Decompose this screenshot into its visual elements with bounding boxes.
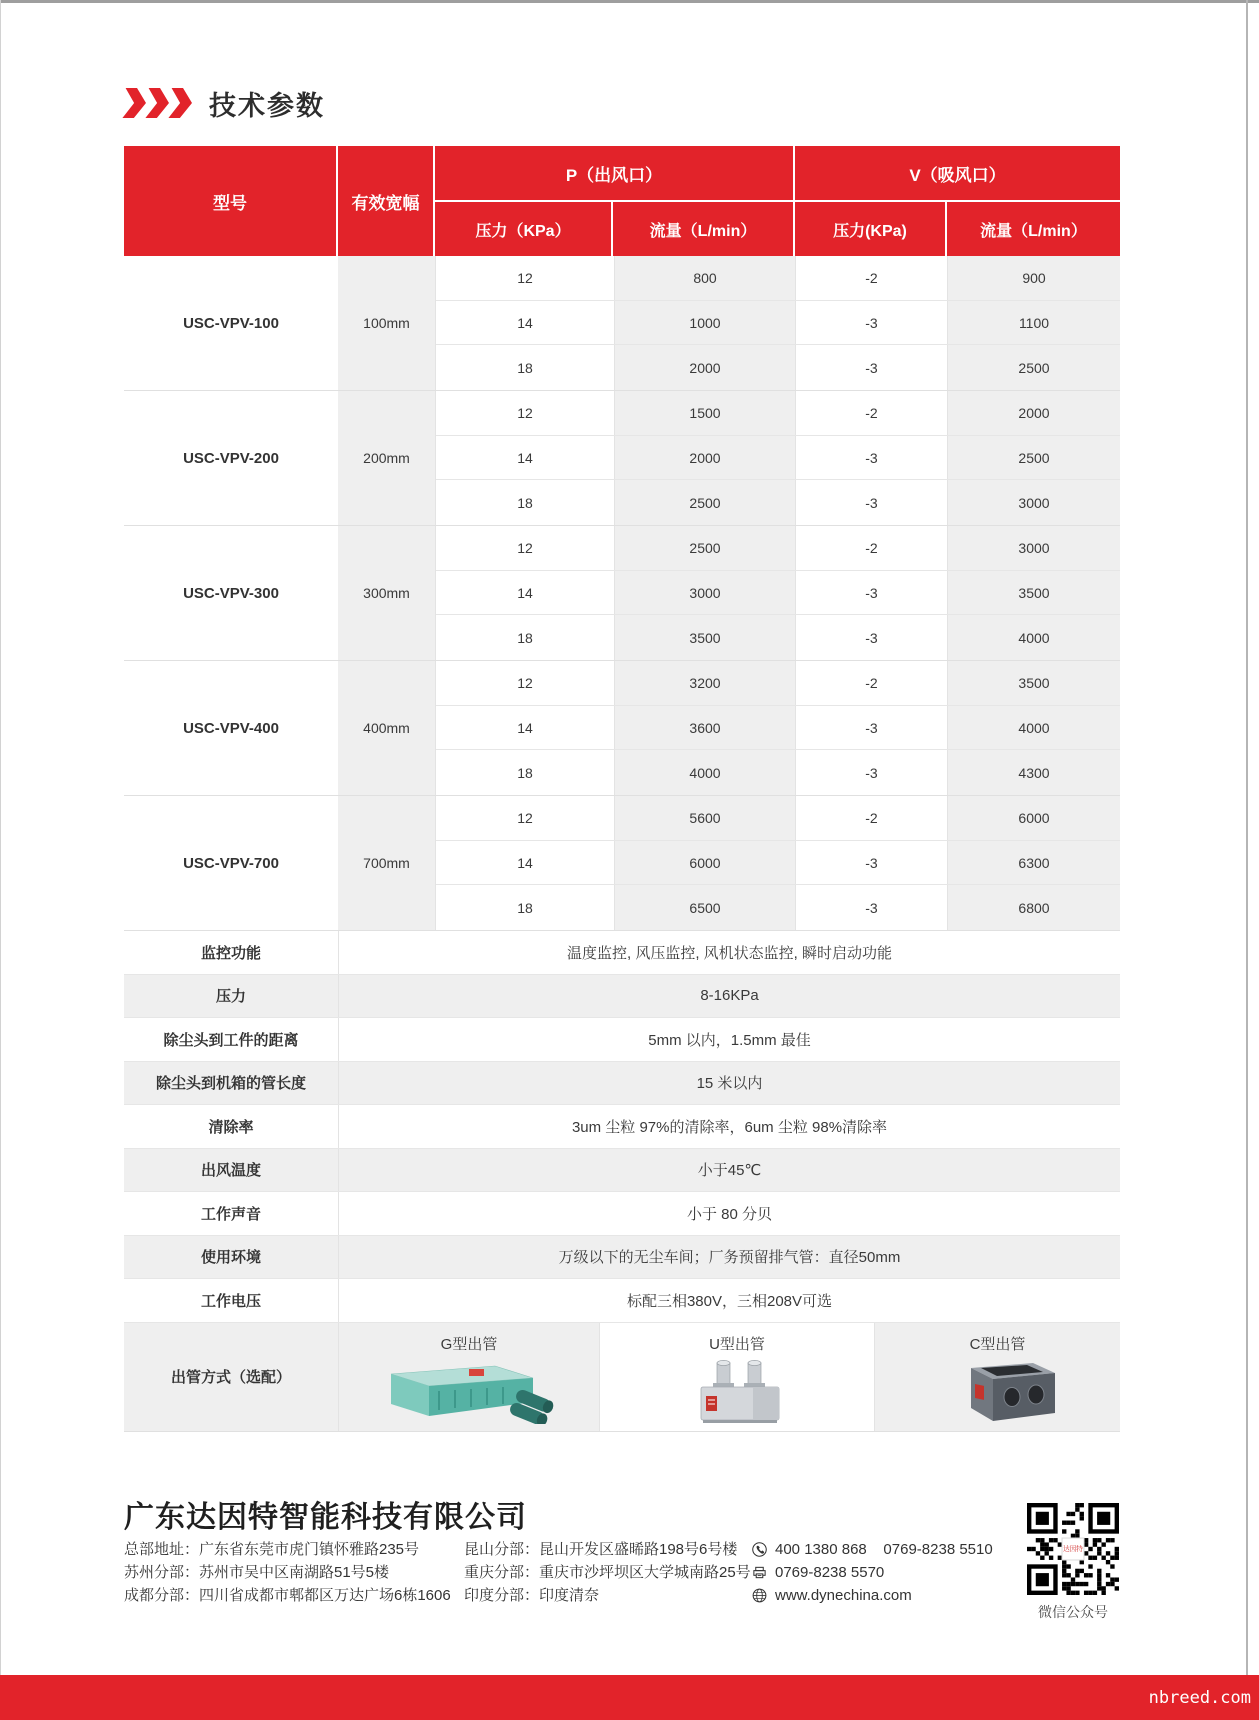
data-sub-row xyxy=(436,391,1120,436)
cell-p-flow: 3200 xyxy=(614,661,795,705)
cell-v-pressure: -3 xyxy=(795,885,947,930)
cell-v-flow: 4000 xyxy=(947,615,1120,660)
cell-p-flow: 6500 xyxy=(614,885,795,930)
cell-v-flow: 1100 xyxy=(947,301,1120,345)
cell-v-flow: 3500 xyxy=(947,661,1120,705)
header-model: 型号 xyxy=(124,146,338,256)
spec-value: 3um 尘粒 97%的清除率，6um 尘粒 98%清除率 xyxy=(338,1105,1120,1148)
spec-value: 万级以下的无尘车间；厂务预留排气管：直径50mm xyxy=(338,1236,1120,1279)
header-effective-width: 有效宽幅 xyxy=(338,146,435,256)
spec-label: 压力 xyxy=(215,988,246,1006)
spec-value: 15 米以内 xyxy=(338,1062,1120,1105)
pipe-option-cell xyxy=(599,1323,874,1431)
cell-effective-width: 300mm xyxy=(338,526,435,660)
cell-v-pressure: -3 xyxy=(795,436,947,480)
data-sub-row xyxy=(436,615,1120,660)
cell-v-pressure: -2 xyxy=(795,796,947,840)
cell-p-flow: 3500 xyxy=(614,615,795,660)
data-sub-row xyxy=(436,345,1120,390)
phone-icon xyxy=(752,1542,767,1557)
cell-p-pressure: 12 xyxy=(436,256,614,300)
contact-text: 0769-8238 5570 xyxy=(775,1564,885,1581)
contact-line xyxy=(752,1538,993,1561)
pipe-option-caption: U型出管 xyxy=(709,1335,765,1353)
chevron-icon xyxy=(122,88,147,118)
spec-label: 除尘头到工件的距离 xyxy=(163,1031,299,1049)
data-sub-row xyxy=(436,796,1120,841)
g-type-pipe-image xyxy=(377,1358,562,1424)
cell-p-flow: 1000 xyxy=(614,301,795,345)
data-sub-row xyxy=(436,661,1120,706)
header-group-v xyxy=(795,146,1120,256)
cell-v-pressure: -3 xyxy=(795,706,947,750)
cell-v-pressure: -3 xyxy=(795,345,947,390)
address-line: 重庆分部：重庆市沙坪坝区大学城南路25号 xyxy=(464,1564,751,1581)
spec-row xyxy=(124,1018,1120,1062)
cell-v-flow: 2500 xyxy=(947,436,1120,480)
cell-model: USC-VPV-700 xyxy=(124,796,338,930)
section-title xyxy=(124,84,325,122)
spec-value: 小于 80 分贝 xyxy=(338,1192,1120,1235)
spec-label: 监控功能 xyxy=(200,944,261,962)
cell-v-flow: 6800 xyxy=(947,885,1120,930)
cell-v-pressure: -3 xyxy=(795,615,947,660)
cell-model: USC-VPV-400 xyxy=(124,661,338,795)
model-sub-rows xyxy=(435,661,1120,795)
table-body-specs xyxy=(124,931,1120,1323)
spec-label: 出管方式（选配） xyxy=(170,1369,291,1386)
svg-text:达因特: 达因特 xyxy=(1063,1546,1083,1554)
cell-p-pressure: 12 xyxy=(436,391,614,435)
chevron-icon xyxy=(168,88,193,118)
cell-p-flow: 2000 xyxy=(614,345,795,390)
spec-value: 8-16KPa xyxy=(338,975,1120,1018)
chevron-icon xyxy=(145,88,170,118)
page-border-right xyxy=(1246,0,1248,1675)
cell-effective-width: 200mm xyxy=(338,391,435,525)
pipe-option-cell xyxy=(874,1323,1120,1431)
data-sub-row xyxy=(436,885,1120,930)
pipe-option-caption: G型出管 xyxy=(440,1335,498,1353)
cell-effective-width: 400mm xyxy=(338,661,435,795)
company-name: 广东达因特智能科技有限公司 xyxy=(124,1501,527,1534)
cell-p-flow: 1500 xyxy=(614,391,795,435)
cell-v-flow: 3000 xyxy=(947,526,1120,570)
cell-v-flow: 4300 xyxy=(947,750,1120,795)
cell-effective-width: 700mm xyxy=(338,796,435,930)
chevrons-icon xyxy=(122,88,194,118)
address-line: 成都分部：四川省成都市郫都区万达广场6栋1606 xyxy=(124,1587,451,1604)
data-sub-row xyxy=(436,301,1120,346)
cell-p-flow: 2500 xyxy=(614,526,795,570)
cell-p-pressure: 14 xyxy=(436,301,614,345)
header-v-inlet: V（吸风口） xyxy=(795,146,1120,202)
address-line: 总部地址：广东省东莞市虎门镇怀雅路235号 xyxy=(124,1541,420,1558)
spec-row xyxy=(124,1149,1120,1193)
address-line: 印度分部：印度清奈 xyxy=(464,1587,600,1604)
cell-v-pressure: -3 xyxy=(795,571,947,615)
fax-icon xyxy=(752,1565,767,1580)
cell-v-pressure: -2 xyxy=(795,661,947,705)
cell-p-flow: 3000 xyxy=(614,571,795,615)
cell-v-pressure: -2 xyxy=(795,256,947,300)
cell-p-flow: 5600 xyxy=(614,796,795,840)
spec-row xyxy=(124,931,1120,975)
cell-p-flow: 3600 xyxy=(614,706,795,750)
data-sub-row xyxy=(436,841,1120,886)
address-column-1 xyxy=(124,1538,451,1607)
header-group-p xyxy=(435,146,795,256)
cell-p-pressure: 18 xyxy=(436,750,614,795)
spec-row xyxy=(124,1236,1120,1280)
cell-p-pressure: 18 xyxy=(436,480,614,525)
cell-model: USC-VPV-100 xyxy=(124,256,338,390)
spec-row xyxy=(124,1192,1120,1236)
contact-text: www.dynechina.com xyxy=(775,1587,912,1604)
cell-v-pressure: -2 xyxy=(795,391,947,435)
qr-code xyxy=(1027,1502,1119,1596)
model-group-row xyxy=(124,391,1120,526)
model-group-row xyxy=(124,661,1120,796)
cell-v-flow: 900 xyxy=(947,256,1120,300)
cell-p-flow: 4000 xyxy=(614,750,795,795)
cell-p-pressure: 14 xyxy=(436,571,614,615)
contact-column xyxy=(752,1538,993,1607)
header-p-pressure: 压力（KPa） xyxy=(435,202,613,256)
cell-v-pressure: -3 xyxy=(795,750,947,795)
spec-row xyxy=(124,975,1120,1019)
header-v-pressure: 压力(KPa) xyxy=(795,202,947,256)
spec-value: 标配三相380V，三相208V可选 xyxy=(338,1279,1120,1322)
cell-v-flow: 3000 xyxy=(947,480,1120,525)
cell-v-flow: 4000 xyxy=(947,706,1120,750)
model-sub-rows xyxy=(435,796,1120,930)
cell-effective-width: 100mm xyxy=(338,256,435,390)
cell-v-flow: 2500 xyxy=(947,345,1120,390)
cell-v-pressure: -2 xyxy=(795,526,947,570)
data-sub-row xyxy=(436,571,1120,616)
cell-v-flow: 2000 xyxy=(947,391,1120,435)
cell-p-flow: 800 xyxy=(614,256,795,300)
cell-p-pressure: 18 xyxy=(436,885,614,930)
cell-model: USC-VPV-300 xyxy=(124,526,338,660)
page-border-top xyxy=(0,0,1259,3)
spec-label: 工作电压 xyxy=(200,1292,261,1310)
model-group-row xyxy=(124,526,1120,661)
data-sub-row xyxy=(436,526,1120,571)
model-sub-rows xyxy=(435,391,1120,525)
model-group-row xyxy=(124,256,1120,391)
cell-p-pressure: 12 xyxy=(436,661,614,705)
data-sub-row xyxy=(436,436,1120,481)
cell-p-pressure: 14 xyxy=(436,706,614,750)
spec-label: 除尘头到机箱的管长度 xyxy=(155,1075,306,1093)
header-p-outlet: P（出风口） xyxy=(435,146,793,202)
cell-v-pressure: -3 xyxy=(795,301,947,345)
cell-p-flow: 2500 xyxy=(614,480,795,525)
contact-line xyxy=(752,1584,993,1607)
cell-p-flow: 2000 xyxy=(614,436,795,480)
cell-p-flow: 6000 xyxy=(614,841,795,885)
contact-line xyxy=(752,1561,993,1584)
pipe-option-cell xyxy=(338,1323,599,1431)
data-sub-row xyxy=(436,256,1120,301)
cell-p-pressure: 18 xyxy=(436,345,614,390)
address-line: 苏州分部：苏州市吴中区南湖路51号5楼 xyxy=(124,1564,390,1581)
spec-row xyxy=(124,1105,1120,1149)
cell-model: USC-VPV-200 xyxy=(124,391,338,525)
qr-label: 微信公众号 xyxy=(1038,1604,1108,1620)
watermark: nbreed.com xyxy=(1148,1688,1251,1708)
model-group-row xyxy=(124,796,1120,931)
spec-value: 5mm 以内，1.5mm 最佳 xyxy=(338,1018,1120,1061)
contact-text: 400 1380 868 0769-8238 5510 xyxy=(775,1541,993,1558)
data-sub-row xyxy=(436,706,1120,751)
page-title: 技术参数 xyxy=(209,90,325,121)
spec-label: 使用环境 xyxy=(200,1249,261,1267)
spec-value: 温度监控, 风压监控, 风机状态监控, 瞬时启动功能 xyxy=(338,931,1120,974)
bottom-red-strip xyxy=(0,1675,1259,1720)
spec-label: 工作声音 xyxy=(200,1205,261,1223)
spec-label: 出风温度 xyxy=(200,1162,261,1180)
table-header xyxy=(124,146,1120,256)
wechat-qr-block xyxy=(1027,1502,1119,1622)
page-border-left xyxy=(0,0,1,1675)
c-type-pipe-image xyxy=(905,1358,1090,1424)
spec-label: 清除率 xyxy=(208,1118,254,1136)
cell-p-pressure: 18 xyxy=(436,615,614,660)
cell-p-pressure: 12 xyxy=(436,526,614,570)
header-p-flow: 流量（L/min） xyxy=(649,222,757,240)
model-sub-rows xyxy=(435,526,1120,660)
header-v-flow: 流量（L/min） xyxy=(980,222,1087,240)
cell-p-pressure: 14 xyxy=(436,436,614,480)
technical-parameters-table xyxy=(124,146,1120,1432)
pipe-option-caption: C型出管 xyxy=(969,1335,1026,1353)
cell-v-flow: 3500 xyxy=(947,571,1120,615)
cell-v-pressure: -3 xyxy=(795,480,947,525)
data-sub-row xyxy=(436,750,1120,795)
globe-icon xyxy=(752,1588,767,1603)
cell-p-pressure: 14 xyxy=(436,841,614,885)
table-body-models xyxy=(124,256,1120,931)
spec-row xyxy=(124,1279,1120,1323)
cell-p-pressure: 12 xyxy=(436,796,614,840)
address-line: 昆山分部：昆山开发区盛晞路198号6号楼 xyxy=(464,1541,738,1558)
spec-value: 小于45℃ xyxy=(338,1149,1120,1192)
u-type-pipe-image xyxy=(645,1358,830,1424)
cell-v-pressure: -3 xyxy=(795,841,947,885)
spec-row xyxy=(124,1062,1120,1106)
model-sub-rows xyxy=(435,256,1120,390)
cell-v-flow: 6300 xyxy=(947,841,1120,885)
cell-v-flow: 6000 xyxy=(947,796,1120,840)
address-column-2 xyxy=(464,1538,751,1607)
data-sub-row xyxy=(436,480,1120,525)
pipe-options-row xyxy=(124,1323,1120,1432)
